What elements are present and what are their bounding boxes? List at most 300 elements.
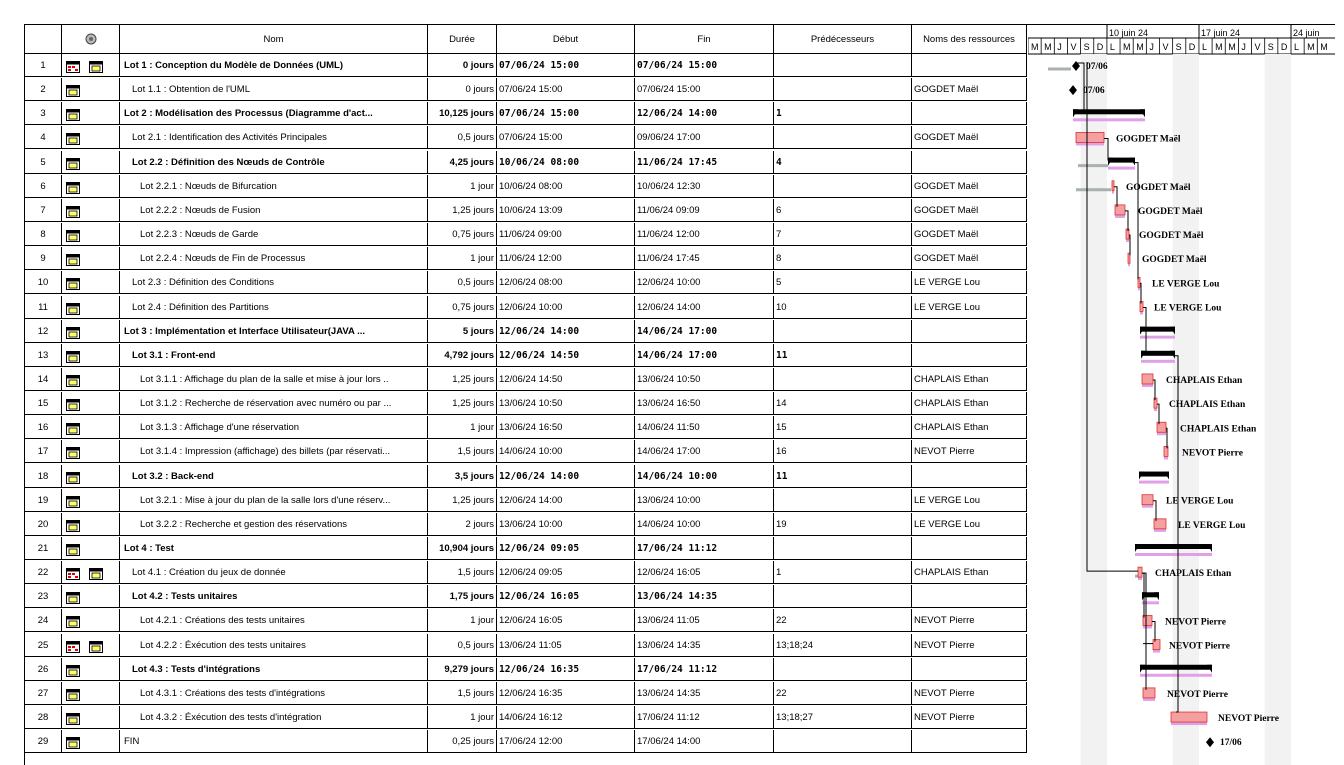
task-start[interactable]: 13/06/24 16:50 bbox=[497, 416, 635, 439]
task-duration[interactable]: 2 jours bbox=[428, 513, 497, 536]
task-predecessors[interactable] bbox=[774, 537, 912, 560]
task-resources[interactable]: LE VERGE Lou bbox=[912, 296, 1027, 319]
week-label: 24 juin bbox=[1293, 28, 1320, 38]
row-number[interactable]: 16 bbox=[25, 416, 62, 439]
task-predecessors[interactable]: 1 bbox=[774, 561, 912, 584]
task-resources[interactable] bbox=[912, 102, 1027, 125]
task-predecessors[interactable]: 15 bbox=[774, 416, 912, 439]
task-name[interactable]: Lot 2 : Modélisation des Processus (Diagramme d'act... bbox=[120, 102, 428, 125]
task-resources[interactable] bbox=[912, 658, 1027, 681]
baseline-bar bbox=[1135, 553, 1212, 556]
task-start[interactable]: 12/06/24 16:05 bbox=[497, 585, 635, 608]
task-resources[interactable]: LE VERGE Lou bbox=[912, 271, 1027, 294]
task-duration[interactable]: 1 jour bbox=[428, 175, 497, 198]
task-start[interactable]: 07/06/24 15:00 bbox=[497, 102, 635, 125]
task-duration[interactable]: 1,25 jours bbox=[428, 199, 497, 222]
resource-label: GOGDET Maël bbox=[1139, 231, 1204, 242]
task-resources[interactable] bbox=[912, 585, 1027, 608]
table-row[interactable] bbox=[25, 658, 1027, 682]
baseline-bar bbox=[1164, 456, 1168, 459]
task-finish[interactable]: 11/06/24 12:00 bbox=[635, 223, 774, 246]
baseline-bar bbox=[1126, 239, 1129, 242]
task-resources[interactable]: NEVOT Pierre bbox=[912, 634, 1027, 657]
gantt-sheet bbox=[24, 24, 1335, 765]
task-duration[interactable]: 10,125 jours bbox=[428, 102, 497, 125]
table-row[interactable] bbox=[25, 609, 1027, 633]
table-row[interactable] bbox=[25, 416, 1027, 440]
task-bar bbox=[1142, 374, 1153, 384]
task-resources[interactable] bbox=[912, 320, 1027, 343]
task-resources[interactable]: GOGDET Maël bbox=[912, 175, 1027, 198]
task-predecessors[interactable]: 7 bbox=[774, 223, 912, 246]
row-number[interactable]: 19 bbox=[25, 489, 62, 512]
table-row[interactable] bbox=[25, 440, 1027, 464]
task-duration[interactable]: 4,792 jours bbox=[428, 344, 497, 367]
task-predecessors[interactable]: 1 bbox=[774, 102, 912, 125]
task-start[interactable]: 10/06/24 08:00 bbox=[497, 151, 635, 174]
task-name[interactable]: Lot 4.3 : Tests d'intégrations bbox=[120, 658, 428, 681]
row-indicators bbox=[62, 730, 120, 753]
task-finish[interactable]: 12/06/24 16:05 bbox=[635, 561, 774, 584]
table-row[interactable] bbox=[25, 175, 1027, 199]
task-start[interactable]: 12/06/24 16:35 bbox=[497, 682, 635, 705]
task-resources[interactable]: CHAPLAIS Ethan bbox=[912, 392, 1027, 415]
task-finish[interactable]: 07/06/24 15:00 bbox=[635, 54, 774, 77]
task-finish[interactable]: 13/06/24 16:50 bbox=[635, 392, 774, 415]
task-start[interactable]: 07/06/24 15:00 bbox=[497, 54, 635, 77]
row-number[interactable]: 6 bbox=[25, 175, 62, 198]
task-icon bbox=[89, 566, 103, 578]
task-finish[interactable]: 17/06/24 11:12 bbox=[635, 658, 774, 681]
task-icon bbox=[66, 325, 80, 337]
dependency-link bbox=[1125, 211, 1128, 231]
task-predecessors[interactable] bbox=[774, 658, 912, 681]
task-duration[interactable]: 1 jour bbox=[428, 416, 497, 439]
day-label: S bbox=[1083, 42, 1090, 52]
table-row[interactable] bbox=[25, 513, 1027, 537]
baseline-bar bbox=[1154, 529, 1166, 532]
row-number[interactable]: 26 bbox=[25, 658, 62, 681]
task-duration[interactable]: 1,5 jours bbox=[428, 440, 497, 463]
task-finish[interactable]: 12/06/24 10:00 bbox=[635, 271, 774, 294]
task-predecessors[interactable]: 22 bbox=[774, 609, 912, 632]
row-indicators bbox=[62, 320, 120, 343]
day-label: V bbox=[1162, 42, 1169, 52]
task-predecessors[interactable]: 13;18;27 bbox=[774, 706, 912, 729]
task-icon bbox=[66, 180, 80, 192]
task-predecessors[interactable] bbox=[774, 320, 912, 343]
task-name[interactable]: Lot 3 : Implémentation et Interface Utilisateur(JAVA ... bbox=[120, 320, 428, 343]
row-indicators bbox=[62, 392, 120, 415]
task-duration[interactable]: 0 jours bbox=[428, 78, 497, 101]
task-bar bbox=[1138, 567, 1142, 577]
task-duration[interactable]: 9,279 jours bbox=[428, 658, 497, 681]
resource-label: NEVOT Pierre bbox=[1169, 641, 1230, 652]
task-resources[interactable]: GOGDET Maël bbox=[912, 223, 1027, 246]
task-resources[interactable] bbox=[912, 537, 1027, 560]
task-start[interactable]: 12/06/24 16:05 bbox=[497, 609, 635, 632]
task-duration[interactable]: 1,25 jours bbox=[428, 368, 497, 391]
row-number[interactable]: 18 bbox=[25, 465, 62, 488]
table-row[interactable] bbox=[25, 151, 1027, 175]
baseline-bar bbox=[1128, 263, 1130, 266]
task-finish[interactable]: 14/06/24 11:50 bbox=[635, 416, 774, 439]
task-resources[interactable] bbox=[912, 151, 1027, 174]
task-name[interactable]: Lot 2.2.1 : Nœuds de Bifurcation bbox=[120, 175, 428, 198]
table-row[interactable] bbox=[25, 102, 1027, 126]
task-start[interactable]: 14/06/24 10:00 bbox=[497, 440, 635, 463]
task-duration[interactable]: 5 jours bbox=[428, 320, 497, 343]
task-name[interactable]: Lot 2.2 : Définition des Nœuds de Contrôle bbox=[120, 151, 428, 174]
row-number[interactable]: 23 bbox=[25, 585, 62, 608]
resource-label: CHAPLAIS Ethan bbox=[1155, 569, 1232, 580]
baseline-bar bbox=[1115, 215, 1125, 218]
baseline-bar bbox=[1141, 360, 1175, 363]
table-row[interactable] bbox=[25, 199, 1027, 223]
task-icon bbox=[66, 131, 80, 143]
task-name[interactable]: Lot 2.2.2 : Nœuds de Fusion bbox=[120, 199, 428, 222]
resource-label: GOGDET Maël bbox=[1138, 206, 1203, 217]
row-number[interactable]: 28 bbox=[25, 706, 62, 729]
task-finish[interactable]: 11/06/24 17:45 bbox=[635, 151, 774, 174]
row-number[interactable]: 25 bbox=[25, 634, 62, 657]
row-number[interactable]: 12 bbox=[25, 320, 62, 343]
task-predecessors[interactable]: 5 bbox=[774, 271, 912, 294]
task-name[interactable]: Lot 2.1 : Identification des Activités Principales bbox=[120, 126, 428, 149]
task-start[interactable]: 12/06/24 14:00 bbox=[497, 320, 635, 343]
task-name[interactable]: Lot 2.4 : Définition des Partitions bbox=[120, 296, 428, 319]
task-predecessors[interactable] bbox=[774, 126, 912, 149]
task-bar bbox=[1076, 132, 1104, 142]
table-row[interactable] bbox=[25, 344, 1027, 368]
header-duration[interactable]: Durée bbox=[428, 25, 497, 54]
task-duration[interactable]: 0,5 jours bbox=[428, 271, 497, 294]
table-row[interactable] bbox=[25, 78, 1027, 102]
task-start[interactable]: 12/06/24 08:00 bbox=[497, 271, 635, 294]
header-start[interactable]: Début bbox=[497, 25, 635, 54]
row-indicators bbox=[62, 465, 120, 488]
task-finish[interactable]: 13/06/24 14:35 bbox=[635, 585, 774, 608]
task-resources[interactable] bbox=[912, 54, 1027, 77]
task-bar bbox=[1142, 495, 1153, 505]
task-finish[interactable]: 12/06/24 14:00 bbox=[635, 296, 774, 319]
task-name[interactable]: Lot 2.2.3 : Nœuds de Garde bbox=[120, 223, 428, 246]
task-name[interactable]: Lot 3.2.2 : Recherche et gestion des réservations bbox=[120, 513, 428, 536]
task-predecessors[interactable] bbox=[774, 78, 912, 101]
header-num[interactable] bbox=[25, 25, 62, 54]
table-row[interactable] bbox=[25, 489, 1027, 513]
task-resources[interactable]: NEVOT Pierre bbox=[912, 682, 1027, 705]
row-indicators bbox=[62, 223, 120, 246]
task-icon bbox=[66, 276, 80, 288]
task-duration[interactable]: 1 jour bbox=[428, 706, 497, 729]
task-start[interactable]: 11/06/24 09:00 bbox=[497, 223, 635, 246]
task-finish[interactable]: 07/06/24 15:00 bbox=[635, 78, 774, 101]
task-resources[interactable] bbox=[912, 465, 1027, 488]
task-predecessors[interactable] bbox=[774, 489, 912, 512]
summary-bar bbox=[1140, 665, 1212, 670]
task-finish[interactable]: 10/06/24 12:30 bbox=[635, 175, 774, 198]
task-predecessors[interactable]: 8 bbox=[774, 247, 912, 270]
task-start[interactable]: 12/06/24 14:50 bbox=[497, 344, 635, 367]
task-name[interactable]: Lot 3.1.4 : Impression (affichage) des billets (par réservati... bbox=[120, 440, 428, 463]
task-predecessors[interactable]: 4 bbox=[774, 151, 912, 174]
task-start[interactable]: 13/06/24 10:00 bbox=[497, 513, 635, 536]
resource-label: CHAPLAIS Ethan bbox=[1169, 400, 1246, 411]
task-name[interactable]: Lot 3.2.1 : Mise à jour du plan de la salle lors d'une réserv... bbox=[120, 489, 428, 512]
task-duration[interactable]: 1,5 jours bbox=[428, 561, 497, 584]
calendar-constraint-icon bbox=[66, 639, 80, 651]
summary-bar bbox=[1140, 327, 1175, 332]
task-resources[interactable]: GOGDET Maël bbox=[912, 199, 1027, 222]
task-predecessors[interactable]: 16 bbox=[774, 440, 912, 463]
row-number[interactable]: 15 bbox=[25, 392, 62, 415]
task-duration[interactable]: 1 jour bbox=[428, 609, 497, 632]
table-row[interactable] bbox=[25, 368, 1027, 392]
task-start[interactable]: 12/06/24 10:00 bbox=[497, 296, 635, 319]
task-name[interactable]: Lot 3.1 : Front-end bbox=[120, 344, 428, 367]
task-duration[interactable]: 0,75 jours bbox=[428, 223, 497, 246]
resource-label: GOGDET Maël bbox=[1116, 134, 1181, 145]
task-finish[interactable]: 12/06/24 14:00 bbox=[635, 102, 774, 125]
task-name[interactable]: Lot 3.2 : Back-end bbox=[120, 465, 428, 488]
task-start[interactable]: 10/06/24 08:00 bbox=[497, 175, 635, 198]
task-resources[interactable]: GOGDET Maël bbox=[912, 78, 1027, 101]
task-name[interactable]: Lot 4.2 : Tests unitaires bbox=[120, 585, 428, 608]
task-duration[interactable]: 1 jour bbox=[428, 247, 497, 270]
week-label: 17 juin 24 bbox=[1201, 28, 1241, 38]
task-start[interactable]: 13/06/24 10:50 bbox=[497, 392, 635, 415]
task-resources[interactable]: CHAPLAIS Ethan bbox=[912, 416, 1027, 439]
task-resources[interactable]: GOGDET Maël bbox=[912, 247, 1027, 270]
task-duration[interactable]: 10,904 jours bbox=[428, 537, 497, 560]
task-finish[interactable]: 13/06/24 14:35 bbox=[635, 682, 774, 705]
task-name[interactable]: Lot 1.1 : Obtention de l'UML bbox=[120, 78, 428, 101]
header-indicators[interactable] bbox=[62, 25, 120, 54]
task-icon bbox=[66, 590, 80, 602]
row-number[interactable]: 22 bbox=[25, 561, 62, 584]
task-name[interactable]: Lot 4.2.2 : Éxécution des tests unitaires bbox=[120, 634, 428, 657]
row-number[interactable]: 13 bbox=[25, 344, 62, 367]
task-finish[interactable]: 13/06/24 14:35 bbox=[635, 634, 774, 657]
task-finish[interactable]: 14/06/24 17:00 bbox=[635, 440, 774, 463]
header-name[interactable]: Nom bbox=[120, 25, 428, 54]
task-duration[interactable]: 1,5 jours bbox=[428, 682, 497, 705]
task-duration[interactable]: 1,25 jours bbox=[428, 489, 497, 512]
task-finish[interactable]: 14/06/24 17:00 bbox=[635, 320, 774, 343]
baseline-bar bbox=[1108, 167, 1135, 170]
table-row[interactable] bbox=[25, 392, 1027, 416]
weekend-band bbox=[1265, 54, 1278, 765]
task-finish[interactable]: 11/06/24 17:45 bbox=[635, 247, 774, 270]
milestone-label: 07/06 bbox=[1083, 86, 1105, 97]
table-row[interactable] bbox=[25, 465, 1027, 489]
task-resources[interactable]: NEVOT Pierre bbox=[912, 440, 1027, 463]
day-label: M bbox=[1136, 42, 1144, 52]
task-predecessors[interactable] bbox=[774, 730, 912, 753]
task-name[interactable]: Lot 4.2.1 : Créations des tests unitaires bbox=[120, 609, 428, 632]
row-number[interactable]: 14 bbox=[25, 368, 62, 391]
task-predecessors[interactable]: 22 bbox=[774, 682, 912, 705]
table-row[interactable] bbox=[25, 296, 1027, 320]
task-start[interactable]: 12/06/24 16:35 bbox=[497, 658, 635, 681]
row-number[interactable]: 10 bbox=[25, 271, 62, 294]
table-row[interactable] bbox=[25, 320, 1027, 344]
row-number[interactable]: 29 bbox=[25, 730, 62, 753]
header-finish[interactable]: Fin bbox=[635, 25, 774, 54]
row-indicators bbox=[62, 682, 120, 705]
task-name[interactable]: Lot 3.1.3 : Affichage d'une réservation bbox=[120, 416, 428, 439]
task-start[interactable]: 17/06/24 12:00 bbox=[497, 730, 635, 753]
row-indicators bbox=[62, 609, 120, 632]
task-name[interactable]: Lot 4.3.2 : Éxécution des tests d'intégration bbox=[120, 706, 428, 729]
row-number[interactable]: 20 bbox=[25, 513, 62, 536]
table-row[interactable] bbox=[25, 730, 1027, 754]
table-row[interactable] bbox=[25, 585, 1027, 609]
task-icon bbox=[66, 349, 80, 361]
task-finish[interactable]: 14/06/24 10:00 bbox=[635, 465, 774, 488]
row-indicators bbox=[62, 585, 120, 608]
milestone-diamond bbox=[1069, 85, 1077, 95]
task-icon bbox=[66, 397, 80, 409]
header-resources[interactable]: Noms des ressources bbox=[912, 25, 1027, 54]
row-number[interactable]: 27 bbox=[25, 682, 62, 705]
task-predecessors[interactable]: 13;18;24 bbox=[774, 634, 912, 657]
task-start[interactable]: 13/06/24 11:05 bbox=[497, 634, 635, 657]
task-resources[interactable]: LE VERGE Lou bbox=[912, 489, 1027, 512]
task-predecessors[interactable]: 10 bbox=[774, 296, 912, 319]
row-indicators bbox=[62, 78, 120, 101]
row-number[interactable]: 1 bbox=[25, 54, 62, 77]
row-number[interactable]: 7 bbox=[25, 199, 62, 222]
row-indicators bbox=[62, 416, 120, 439]
task-finish[interactable]: 14/06/24 10:00 bbox=[635, 513, 774, 536]
table-row[interactable] bbox=[25, 537, 1027, 561]
task-predecessors[interactable]: 6 bbox=[774, 199, 912, 222]
task-name[interactable]: Lot 3.1.1 : Affichage du plan de la salle et mise à jour lors .. bbox=[120, 368, 428, 391]
row-number[interactable]: 4 bbox=[25, 126, 62, 149]
task-finish[interactable]: 11/06/24 09:09 bbox=[635, 199, 774, 222]
task-start[interactable]: 14/06/24 16:12 bbox=[497, 706, 635, 729]
task-duration[interactable]: 1,75 jours bbox=[428, 585, 497, 608]
task-finish[interactable]: 13/06/24 10:00 bbox=[635, 489, 774, 512]
task-finish[interactable]: 17/06/24 11:12 bbox=[635, 706, 774, 729]
dependency-link bbox=[1153, 501, 1156, 521]
task-finish[interactable]: 13/06/24 11:05 bbox=[635, 609, 774, 632]
table-row[interactable] bbox=[25, 247, 1027, 271]
task-name[interactable]: Lot 2.2.4 : Nœuds de Fin de Processus bbox=[120, 247, 428, 270]
resource-label: CHAPLAIS Ethan bbox=[1180, 424, 1257, 435]
table-row[interactable] bbox=[25, 54, 1027, 78]
task-icon bbox=[66, 156, 80, 168]
task-predecessors[interactable] bbox=[774, 585, 912, 608]
row-number[interactable]: 2 bbox=[25, 78, 62, 101]
table-row[interactable] bbox=[25, 682, 1027, 706]
task-finish[interactable]: 09/06/24 17:00 bbox=[635, 126, 774, 149]
task-resources[interactable]: CHAPLAIS Ethan bbox=[912, 561, 1027, 584]
header-predecessors[interactable]: Prédécesseurs bbox=[774, 25, 912, 54]
task-resources[interactable]: LE VERGE Lou bbox=[912, 513, 1027, 536]
task-finish[interactable]: 17/06/24 14:00 bbox=[635, 730, 774, 753]
table-row[interactable] bbox=[25, 706, 1027, 730]
gantt-chart bbox=[1028, 25, 1335, 765]
task-name[interactable]: Lot 2.3 : Définition des Conditions bbox=[120, 271, 428, 294]
task-start[interactable]: 07/06/24 15:00 bbox=[497, 126, 635, 149]
task-predecessors[interactable]: 14 bbox=[774, 392, 912, 415]
task-start[interactable]: 11/06/24 12:00 bbox=[497, 247, 635, 270]
task-name[interactable]: Lot 1 : Conception du Modèle de Données (UML) bbox=[120, 54, 428, 77]
task-resources[interactable]: GOGDET Maël bbox=[912, 126, 1027, 149]
row-number[interactable]: 21 bbox=[25, 537, 62, 560]
baseline-bar bbox=[1140, 674, 1212, 677]
table-row[interactable] bbox=[25, 223, 1027, 247]
row-indicators bbox=[62, 537, 120, 560]
row-number[interactable]: 8 bbox=[25, 223, 62, 246]
task-name[interactable]: Lot 4.1 : Création du jeux de donnée bbox=[120, 561, 428, 584]
task-predecessors[interactable]: 11 bbox=[774, 344, 912, 367]
task-resources[interactable]: NEVOT Pierre bbox=[912, 609, 1027, 632]
task-start[interactable]: 07/06/24 15:00 bbox=[497, 78, 635, 101]
row-indicators bbox=[62, 151, 120, 174]
resource-label: LE VERGE Lou bbox=[1152, 279, 1220, 290]
task-finish[interactable]: 13/06/24 10:50 bbox=[635, 368, 774, 391]
task-resources[interactable] bbox=[912, 344, 1027, 367]
task-resources[interactable] bbox=[912, 730, 1027, 753]
resource-label: GOGDET Maël bbox=[1142, 255, 1207, 266]
task-duration[interactable]: 0,75 jours bbox=[428, 296, 497, 319]
task-predecessors[interactable] bbox=[774, 175, 912, 198]
task-duration[interactable]: 0,5 jours bbox=[428, 126, 497, 149]
task-finish[interactable]: 17/06/24 11:12 bbox=[635, 537, 774, 560]
row-number[interactable]: 17 bbox=[25, 440, 62, 463]
task-duration[interactable]: 0,5 jours bbox=[428, 634, 497, 657]
task-predecessors[interactable]: 19 bbox=[774, 513, 912, 536]
task-duration[interactable]: 4,25 jours bbox=[428, 151, 497, 174]
task-start[interactable]: 10/06/24 13:09 bbox=[497, 199, 635, 222]
task-start[interactable]: 12/06/24 09:05 bbox=[497, 537, 635, 560]
task-duration[interactable]: 0,25 jours bbox=[428, 730, 497, 753]
table-row[interactable] bbox=[25, 126, 1027, 150]
table-row[interactable] bbox=[25, 271, 1027, 295]
task-resources[interactable]: CHAPLAIS Ethan bbox=[912, 368, 1027, 391]
row-number[interactable]: 5 bbox=[25, 151, 62, 174]
task-name[interactable]: Lot 4.3.1 : Créations des tests d'intégrations bbox=[120, 682, 428, 705]
day-label: V bbox=[1254, 42, 1261, 52]
task-start[interactable]: 12/06/24 14:00 bbox=[497, 465, 635, 488]
task-finish[interactable]: 14/06/24 17:00 bbox=[635, 344, 774, 367]
row-indicators bbox=[62, 247, 120, 270]
task-duration[interactable]: 3,5 jours bbox=[428, 465, 497, 488]
task-name[interactable]: Lot 3.1.2 : Recherche de réservation avec numéro ou par ... bbox=[120, 392, 428, 415]
table-row[interactable] bbox=[25, 634, 1027, 658]
task-start[interactable]: 12/06/24 09:05 bbox=[497, 561, 635, 584]
task-duration[interactable]: 0 jours bbox=[428, 54, 497, 77]
table-row[interactable] bbox=[25, 561, 1027, 585]
task-resources[interactable]: NEVOT Pierre bbox=[912, 706, 1027, 729]
task-predecessors[interactable] bbox=[774, 54, 912, 77]
task-name[interactable]: Lot 4 : Test bbox=[120, 537, 428, 560]
task-predecessors[interactable] bbox=[774, 368, 912, 391]
task-duration[interactable]: 1,25 jours bbox=[428, 392, 497, 415]
task-start[interactable]: 12/06/24 14:50 bbox=[497, 368, 635, 391]
task-name[interactable]: FIN bbox=[120, 730, 428, 753]
row-number[interactable]: 24 bbox=[25, 609, 62, 632]
task-predecessors[interactable]: 11 bbox=[774, 465, 912, 488]
task-start[interactable]: 12/06/24 14:00 bbox=[497, 489, 635, 512]
row-number[interactable]: 9 bbox=[25, 247, 62, 270]
row-number[interactable]: 11 bbox=[25, 296, 62, 319]
row-number[interactable]: 3 bbox=[25, 102, 62, 125]
